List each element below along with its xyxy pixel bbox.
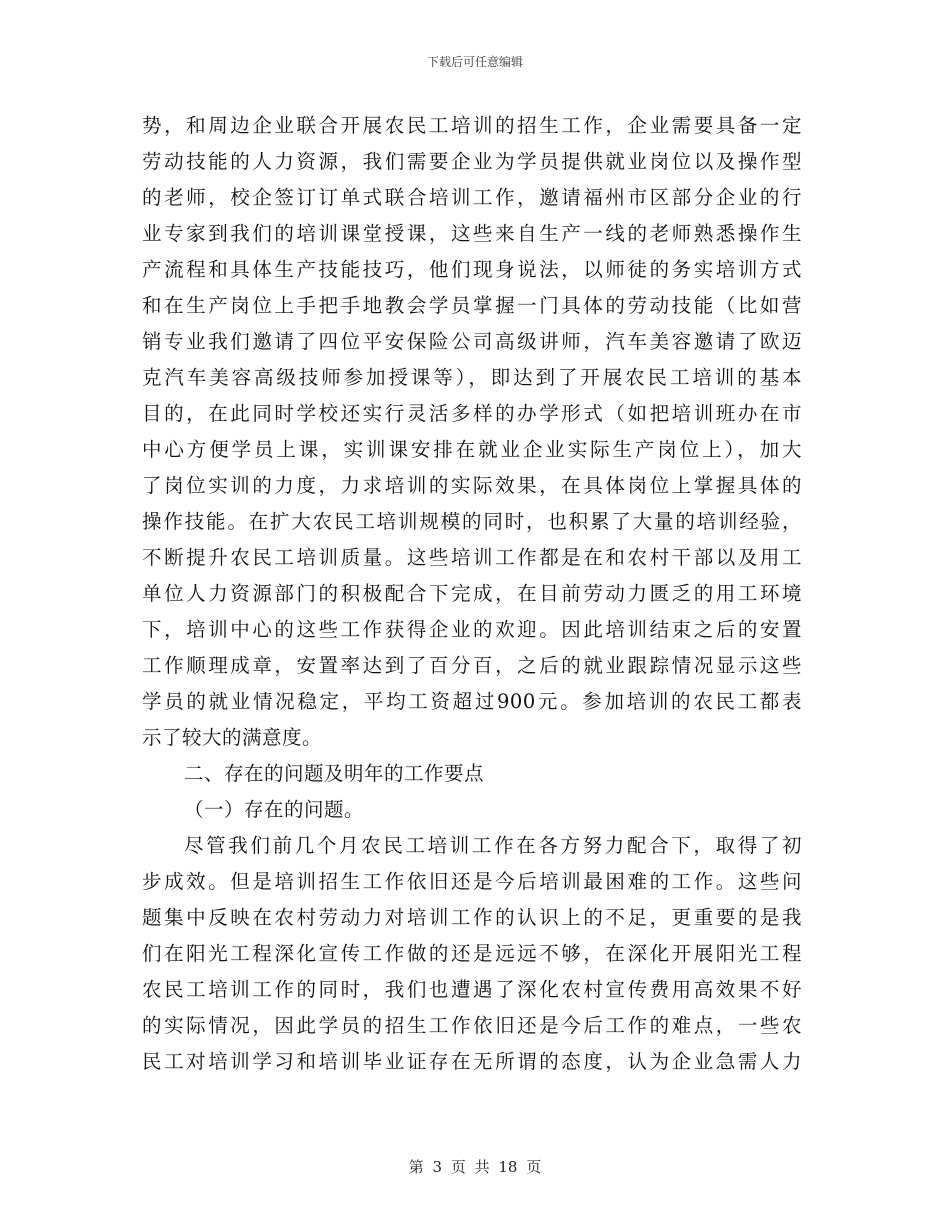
- body-line: 操作技能。在扩大农民工培训规模的同时，也积累了大量的培训经验，: [142, 510, 802, 533]
- body-line: 克汽车美容高级技师参加授课等），即达到了开展农民工培训的基本: [142, 366, 802, 389]
- body-line: 产流程和具体生产技能技巧，他们现身说法，以师徒的务实培训方式: [142, 258, 802, 281]
- body-line: 学员的就业情况稳定，平均工资超过900元。参加培训的农民工都表: [142, 690, 802, 713]
- body-line: 尽管我们前几个月农民工培训工作在各方努力配合下，取得了初: [184, 834, 802, 857]
- body-line: 劳动技能的人力资源，我们需要企业为学员提供就业岗位以及操作型: [142, 150, 802, 173]
- body-line: 单位人力资源部门的积极配合下完成，在目前劳动力匮乏的用工环境: [142, 582, 802, 605]
- body-line: 业专家到我们的培训课堂授课，这些来自生产一线的老师熟悉操作生: [142, 222, 802, 245]
- body-line: 不断提升农民工培训质量。这些培训工作都是在和农村干部以及用工: [142, 546, 802, 569]
- page-number: 第 3 页 共 18 页: [408, 1158, 542, 1176]
- body-line: 工作顺理成章，安置率达到了百分百，之后的就业跟踪情况显示这些: [142, 654, 802, 677]
- body-line: 的老师，校企签订订单式联合培训工作，邀请福州市区部分企业的行: [142, 186, 802, 209]
- body-line: 农民工培训工作的同时，我们也遭遇了深化农村宣传费用高效果不好: [142, 978, 802, 1001]
- body-line: 目的，在此同时学校还实行灵活多样的办学形式（如把培训班办在市: [142, 402, 802, 425]
- body-line: 步成效。但是培训招生工作依旧还是今后培训最困难的工作。这些问: [142, 870, 802, 893]
- body-line: 民工对培训学习和培训毕业证存在无所谓的态度，认为企业急需人力: [142, 1050, 802, 1073]
- body-line: 中心方便学员上课，实训课安排在就业企业实际生产岗位上），加大: [142, 438, 802, 461]
- body-line: 了岗位实训的力度，力求培训的实际效果，在具体岗位上掌握具体的: [142, 474, 802, 497]
- body-line: 和在生产岗位上手把手地教会学员掌握一门具体的劳动技能（比如营: [142, 294, 802, 317]
- subsection-heading: （一）存在的问题。: [184, 798, 365, 821]
- page-header-note: 下载后可任意编辑: [426, 55, 523, 69]
- body-line: 势，和周边企业联合开展农民工培训的招生工作，企业需要具备一定: [142, 114, 802, 137]
- document-body: [142, 108, 802, 1080]
- section-heading: 二、存在的问题及明年的工作要点: [184, 762, 485, 785]
- body-line: 下，培训中心的这些工作获得企业的欢迎。因此培训结束之后的安置: [142, 618, 802, 641]
- body-line: 们在阳光工程深化宣传工作做的还是远远不够，在深化开展阳光工程: [142, 942, 802, 965]
- body-line: 的实际情况，因此学员的招生工作依旧还是今后工作的难点，一些农: [142, 1014, 802, 1037]
- body-line: 示了较大的满意度。: [142, 726, 323, 749]
- body-line: 题集中反映在农村劳动力对培训工作的认识上的不足，更重要的是我: [142, 906, 802, 929]
- body-line: 销专业我们邀请了四位平安保险公司高级讲师，汽车美容邀请了欧迈: [142, 330, 802, 353]
